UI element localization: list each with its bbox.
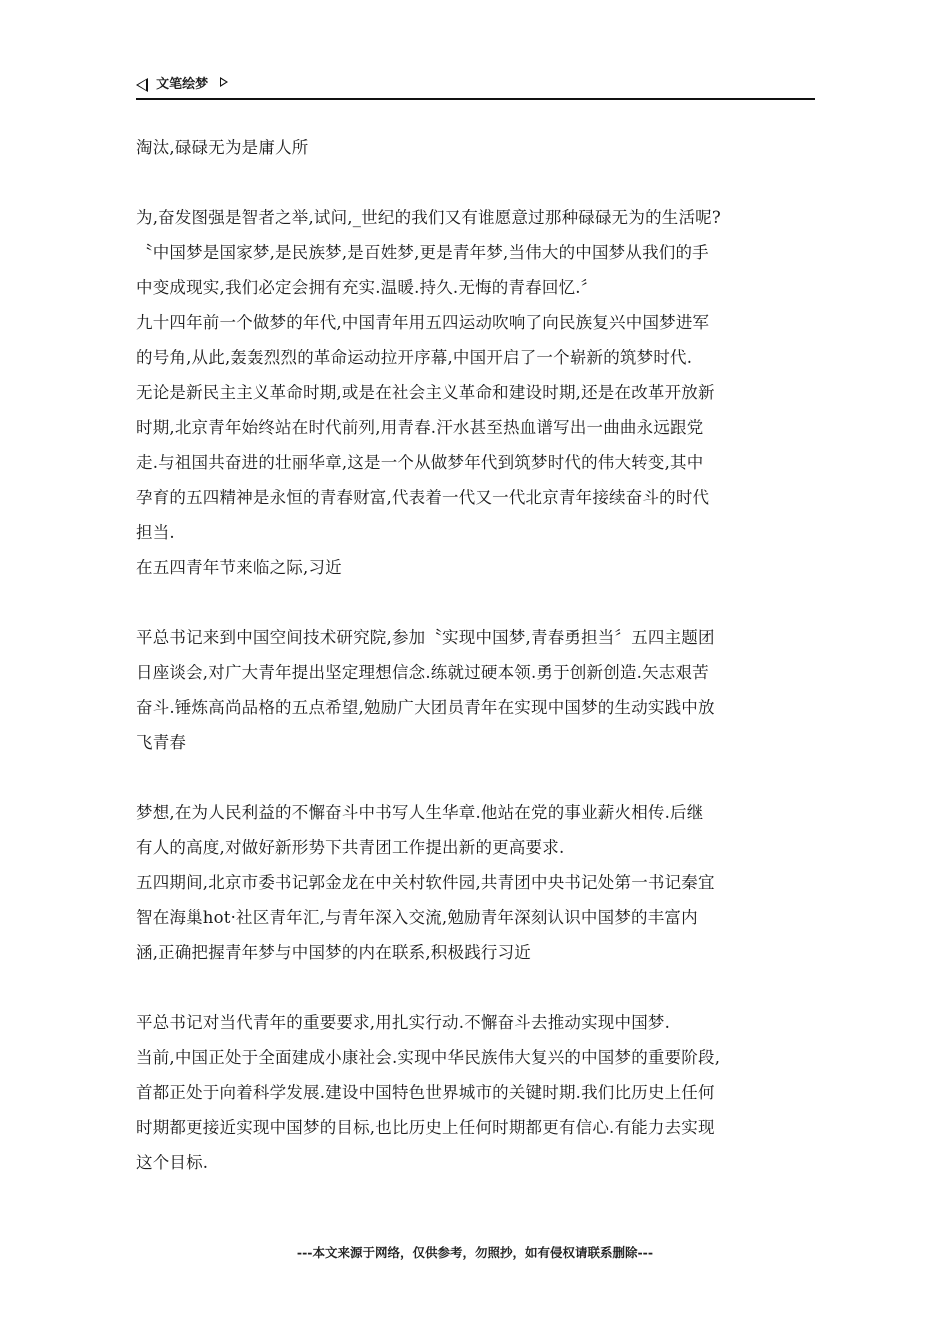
triangle-right-outline-icon	[220, 77, 228, 87]
triangle-left-outline-icon	[136, 78, 148, 92]
paragraph-4: 梦想,在为人民利益的不懈奋斗中书写人生华章.他站在党的事业薪火相传.后继 有人的高度,对做好新形势下共青团工作提出新的更高要求. 五四期间,北京市委书记郭金龙在中关村软件园,共青团中央书记处第一书记秦宜 智在海巢hot·社区青年汇,与青年深入交流,勉励青年深刻认识中国梦的丰富内 涵,正确把握青年梦与中国梦的内在联系,积极践行习近	[136, 803, 715, 962]
paragraph-5: 平总书记对当代青年的重要要求,用扎实行动.不懈奋斗去推动实现中国梦. 当前,中国正处于全面建成小康社会.实现中华民族伟大复兴的中国梦的重要阶段, 首都正处于向着科学发展.建设中国特色世界城市的关键时期.我们比历史上任何 时期都更接近实现中国梦的目标,也比历史上任何时期都更有信心.有能力去实现 这个目标.	[136, 1013, 721, 1172]
paragraph-3: 平总书记来到中国空间技术研究院,参加〝实现中国梦,青春勇担当〞五四主题团 日座谈会,对广大青年提出坚定理想信念.练就过硬本领.勇于创新创造.矢志艰苦 奋斗.锤炼高尚品格的五点希望,勉励广大团员青年在实现中国梦的生动实践中放 飞青春	[136, 628, 715, 752]
footer-disclaimer: ---本文来源于网络，仅供参考，勿照抄，如有侵权请联系删除---	[296, 1245, 654, 1260]
document-body	[136, 130, 826, 1180]
page-header	[136, 72, 815, 100]
paragraph-2: 为,奋发图强是智者之举,试问,_世纪的我们又有谁愿意过那种碌碌无为的生活呢? 〝中国梦是国家梦,是民族梦,是百姓梦,更是青年梦,当伟大的中国梦从我们的手 中变成现实,我们必定会拥有充实.温暖.持久.无悔的青春回忆.〞 九十四年前一个做梦的年代,中国青年用五四运动吹响了向民族复兴中国梦进军 的号角,从此,轰轰烈烈的革命运动拉开序幕,中国开启了一个崭新的筑梦时代. 无论是新民主主义革命时期,或是在社会主义革命和建设时期,还是在改革开放新 时期,北京青年始终站在时代前列,用青春.汗水甚至热血谱写出一曲曲永远跟党 走.与祖国共奋进的壮丽华章,这是一个从做梦年代到筑梦时代的伟大转变,其中 孕育的五四精神是永恒的青春财富,代表着一代又一代北京青年接续奋斗的时代 担当. 在五四青年节来临之际,习近	[136, 208, 721, 577]
header-brand: 文笔绘梦	[156, 77, 209, 92]
paragraph-1: 淘汰,碌碌无为是庸人所	[136, 138, 309, 157]
